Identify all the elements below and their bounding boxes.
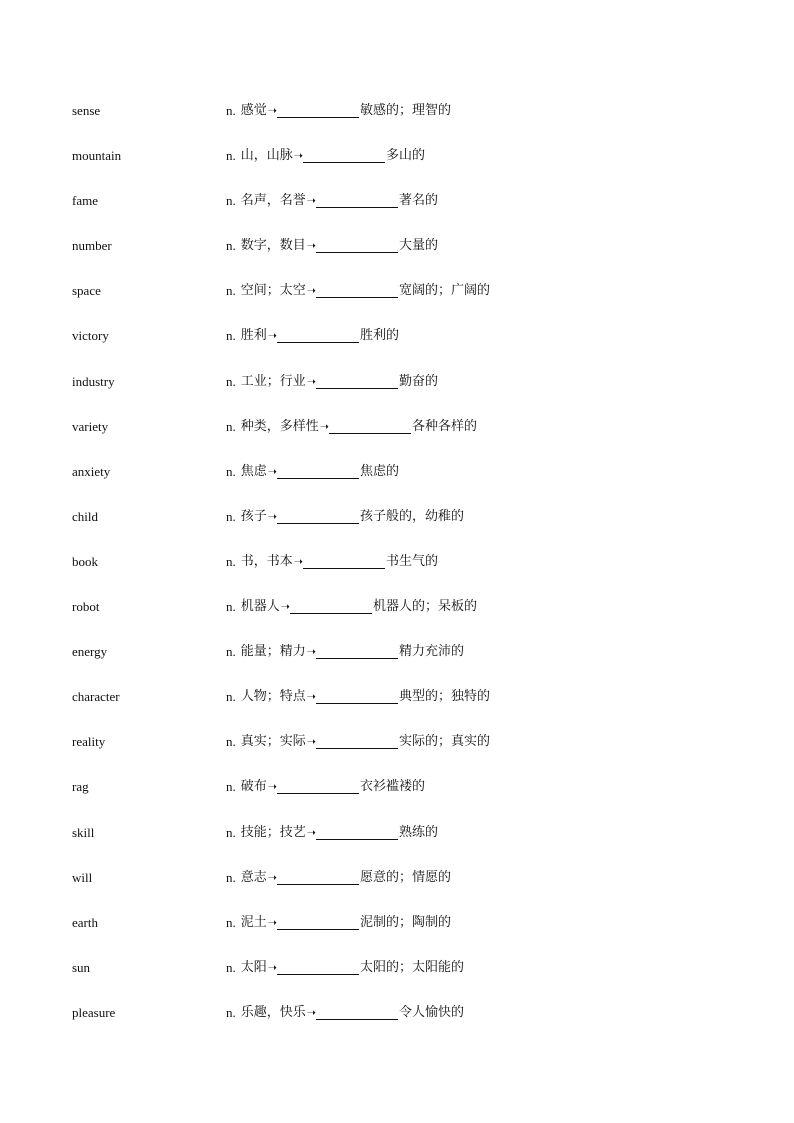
vocab-definition — [226, 551, 438, 573]
part-of-speech: n. — [226, 103, 236, 118]
part-of-speech: n. — [226, 824, 236, 840]
answer-blank[interactable] — [316, 190, 398, 208]
vocab-definition — [226, 912, 451, 934]
chinese-meaning: 机器人 — [240, 599, 280, 615]
chinese-meaning: 真实；实际 — [240, 734, 306, 750]
vocab-row — [72, 325, 732, 370]
part-of-speech: n. — [226, 148, 236, 164]
answer-blank[interactable] — [316, 731, 398, 749]
vocab-definition — [226, 461, 399, 483]
answer-blank[interactable] — [277, 867, 359, 885]
vocab-row — [72, 776, 732, 821]
vocab-word: will — [72, 869, 93, 885]
vocab-row — [72, 1002, 732, 1047]
vocab-row — [72, 145, 732, 190]
vocab-word: fame — [72, 193, 98, 209]
arrow-right-icon: ➝ — [267, 870, 277, 884]
vocab-definition — [226, 1002, 464, 1024]
derived-meaning: 大量的 — [398, 238, 438, 254]
derived-meaning: 愿意的；情愿的 — [359, 869, 451, 885]
derived-meaning: 多山的 — [385, 148, 425, 164]
vocab-word: victory — [72, 328, 109, 344]
vocab-word: character — [72, 689, 120, 705]
vocab-row — [72, 235, 732, 280]
vocab-word: space — [72, 283, 101, 299]
vocab-word: skill — [72, 824, 95, 840]
answer-blank[interactable] — [316, 371, 398, 389]
arrow-right-icon: ➝ — [293, 149, 303, 163]
derived-meaning: 实际的；真实的 — [398, 734, 490, 750]
vocab-definition — [226, 506, 464, 528]
arrow-right-icon: ➝ — [306, 825, 316, 839]
answer-blank[interactable] — [303, 551, 385, 569]
arrow-right-icon: ➝ — [306, 690, 316, 704]
answer-blank[interactable] — [316, 235, 398, 253]
answer-blank[interactable] — [277, 912, 359, 930]
vocab-row — [72, 731, 732, 776]
answer-blank[interactable] — [290, 596, 372, 614]
arrow-right-icon: ➝ — [319, 419, 329, 433]
answer-blank[interactable] — [277, 461, 359, 479]
vocab-row — [72, 867, 732, 912]
vocab-row — [72, 686, 732, 731]
part-of-speech: n. — [226, 734, 236, 750]
derived-meaning: 令人愉快的 — [398, 1004, 464, 1020]
part-of-speech: n. — [226, 599, 236, 615]
answer-blank[interactable] — [277, 776, 359, 794]
arrow-right-icon: ➝ — [306, 239, 316, 253]
vocab-definition — [226, 641, 464, 663]
part-of-speech: n. — [226, 328, 236, 344]
part-of-speech: n. — [226, 779, 236, 795]
chinese-meaning: 孩子 — [240, 508, 267, 524]
vocab-row — [72, 551, 732, 596]
vocab-word: rag — [72, 779, 89, 795]
part-of-speech: n. — [226, 193, 236, 209]
derived-meaning: 各种各样的 — [411, 418, 477, 434]
derived-meaning: 勤奋的 — [398, 373, 438, 389]
answer-blank[interactable] — [316, 822, 398, 840]
chinese-meaning: 破布 — [240, 779, 267, 795]
derived-meaning: 太阳的；太阳能的 — [359, 959, 464, 975]
part-of-speech: n. — [226, 869, 236, 885]
vocab-definition — [226, 416, 477, 438]
vocab-word: sense — [72, 103, 101, 118]
derived-meaning: 敏感的；理智的 — [359, 103, 451, 118]
arrow-right-icon: ➝ — [267, 915, 277, 929]
arrow-right-icon: ➝ — [306, 284, 316, 298]
chinese-meaning: 空间；太空 — [240, 283, 306, 299]
part-of-speech: n. — [226, 463, 236, 479]
arrow-right-icon: ➝ — [306, 645, 316, 659]
answer-blank[interactable] — [316, 1002, 398, 1020]
answer-blank[interactable] — [277, 957, 359, 975]
vocab-row — [72, 100, 732, 145]
part-of-speech: n. — [226, 373, 236, 389]
vocab-row — [72, 506, 732, 551]
derived-meaning: 著名的 — [398, 193, 438, 209]
vocab-definition — [226, 822, 438, 844]
chinese-meaning: 名声，名誉 — [240, 193, 306, 209]
vocab-definition — [226, 280, 490, 302]
vocab-definition — [226, 145, 425, 167]
vocab-row — [72, 190, 732, 235]
vocab-definition — [226, 371, 438, 393]
derived-meaning: 宽阔的；广阔的 — [398, 283, 490, 299]
chinese-meaning: 感觉 — [240, 103, 267, 118]
derived-meaning: 衣衫褴褛的 — [359, 779, 425, 795]
part-of-speech: n. — [226, 283, 236, 299]
answer-blank[interactable] — [316, 641, 398, 659]
chinese-meaning: 焦虑 — [240, 463, 267, 479]
chinese-meaning: 太阳 — [240, 959, 267, 975]
vocab-word: robot — [72, 599, 100, 615]
vocab-row — [72, 957, 732, 1002]
chinese-meaning: 泥土 — [240, 914, 267, 930]
part-of-speech: n. — [226, 959, 236, 975]
part-of-speech: n. — [226, 1004, 236, 1020]
arrow-right-icon: ➝ — [267, 104, 277, 117]
chinese-meaning: 技能；技艺 — [240, 824, 306, 840]
chinese-meaning: 意志 — [240, 869, 267, 885]
part-of-speech: n. — [226, 689, 236, 705]
vocab-word: sun — [72, 959, 91, 975]
arrow-right-icon: ➝ — [267, 329, 277, 343]
chinese-meaning: 人物；特点 — [240, 689, 306, 705]
arrow-right-icon: ➝ — [267, 780, 277, 794]
derived-meaning: 胜利的 — [359, 328, 399, 344]
part-of-speech: n. — [226, 644, 236, 660]
chinese-meaning: 胜利 — [240, 328, 267, 344]
vocab-definition — [226, 596, 477, 618]
arrow-right-icon: ➝ — [280, 600, 290, 614]
part-of-speech: n. — [226, 238, 236, 254]
vocab-definition — [226, 957, 464, 979]
arrow-right-icon: ➝ — [267, 464, 277, 478]
derived-meaning: 焦虑的 — [359, 463, 399, 479]
derived-meaning: 泥制的；陶制的 — [359, 914, 451, 930]
vocab-word: child — [72, 508, 98, 524]
derived-meaning: 机器人的；呆板的 — [372, 599, 477, 615]
chinese-meaning: 书，书本 — [240, 553, 293, 569]
chinese-meaning: 工业；行业 — [240, 373, 306, 389]
vocab-word: anxiety — [72, 463, 111, 479]
chinese-meaning: 能量；精力 — [240, 644, 306, 660]
vocab-word: energy — [72, 644, 108, 660]
vocab-word: pleasure — [72, 1004, 116, 1020]
answer-blank[interactable] — [329, 416, 411, 434]
vocab-row — [72, 371, 732, 416]
arrow-right-icon: ➝ — [267, 509, 277, 523]
vocab-definition — [226, 235, 438, 257]
arrow-right-icon: ➝ — [267, 960, 277, 974]
arrow-right-icon: ➝ — [306, 374, 316, 388]
vocab-word: earth — [72, 914, 98, 930]
answer-blank[interactable] — [316, 686, 398, 704]
vocab-row — [72, 912, 732, 957]
chinese-meaning: 乐趣，快乐 — [240, 1004, 306, 1020]
arrow-right-icon: ➝ — [293, 554, 303, 568]
vocab-definition — [226, 686, 490, 708]
part-of-speech: n. — [226, 914, 236, 930]
vocab-definition — [226, 731, 490, 753]
answer-blank[interactable] — [277, 325, 359, 343]
answer-blank[interactable] — [303, 145, 385, 163]
answer-blank[interactable] — [277, 100, 359, 118]
vocab-word: industry — [72, 373, 115, 389]
chinese-meaning: 数字，数目 — [240, 238, 306, 254]
vocab-word: mountain — [72, 148, 122, 164]
vocab-row — [72, 596, 732, 641]
answer-blank[interactable] — [316, 280, 398, 298]
chinese-meaning: 种类，多样性 — [240, 418, 319, 434]
arrow-right-icon: ➝ — [306, 194, 316, 208]
arrow-right-icon: ➝ — [306, 735, 316, 749]
chinese-meaning: 山，山脉 — [240, 148, 293, 164]
derived-meaning: 典型的；独特的 — [398, 689, 490, 705]
derived-meaning: 孩子般的，幼稚的 — [359, 508, 464, 524]
vocab-definition — [226, 325, 399, 347]
part-of-speech: n. — [226, 418, 236, 434]
vocab-row — [72, 641, 732, 686]
vocab-definition — [226, 867, 451, 889]
vocab-word: variety — [72, 418, 109, 434]
derived-meaning: 书生气的 — [385, 553, 438, 569]
vocab-definition — [226, 190, 438, 212]
vocab-word: reality — [72, 734, 106, 750]
part-of-speech: n. — [226, 553, 236, 569]
derived-meaning: 精力充沛的 — [398, 644, 464, 660]
vocab-row — [72, 416, 732, 461]
answer-blank[interactable] — [277, 506, 359, 524]
derived-meaning: 熟练的 — [398, 824, 438, 840]
vocab-word: book — [72, 553, 98, 569]
arrow-right-icon: ➝ — [306, 1005, 316, 1019]
vocab-row — [72, 822, 732, 867]
vocab-definition — [226, 100, 451, 122]
vocab-word: number — [72, 238, 112, 254]
vocab-definition — [226, 776, 425, 798]
vocab-row — [72, 461, 732, 506]
vocabulary-list — [72, 100, 732, 1047]
part-of-speech: n. — [226, 508, 236, 524]
vocab-row — [72, 280, 732, 325]
